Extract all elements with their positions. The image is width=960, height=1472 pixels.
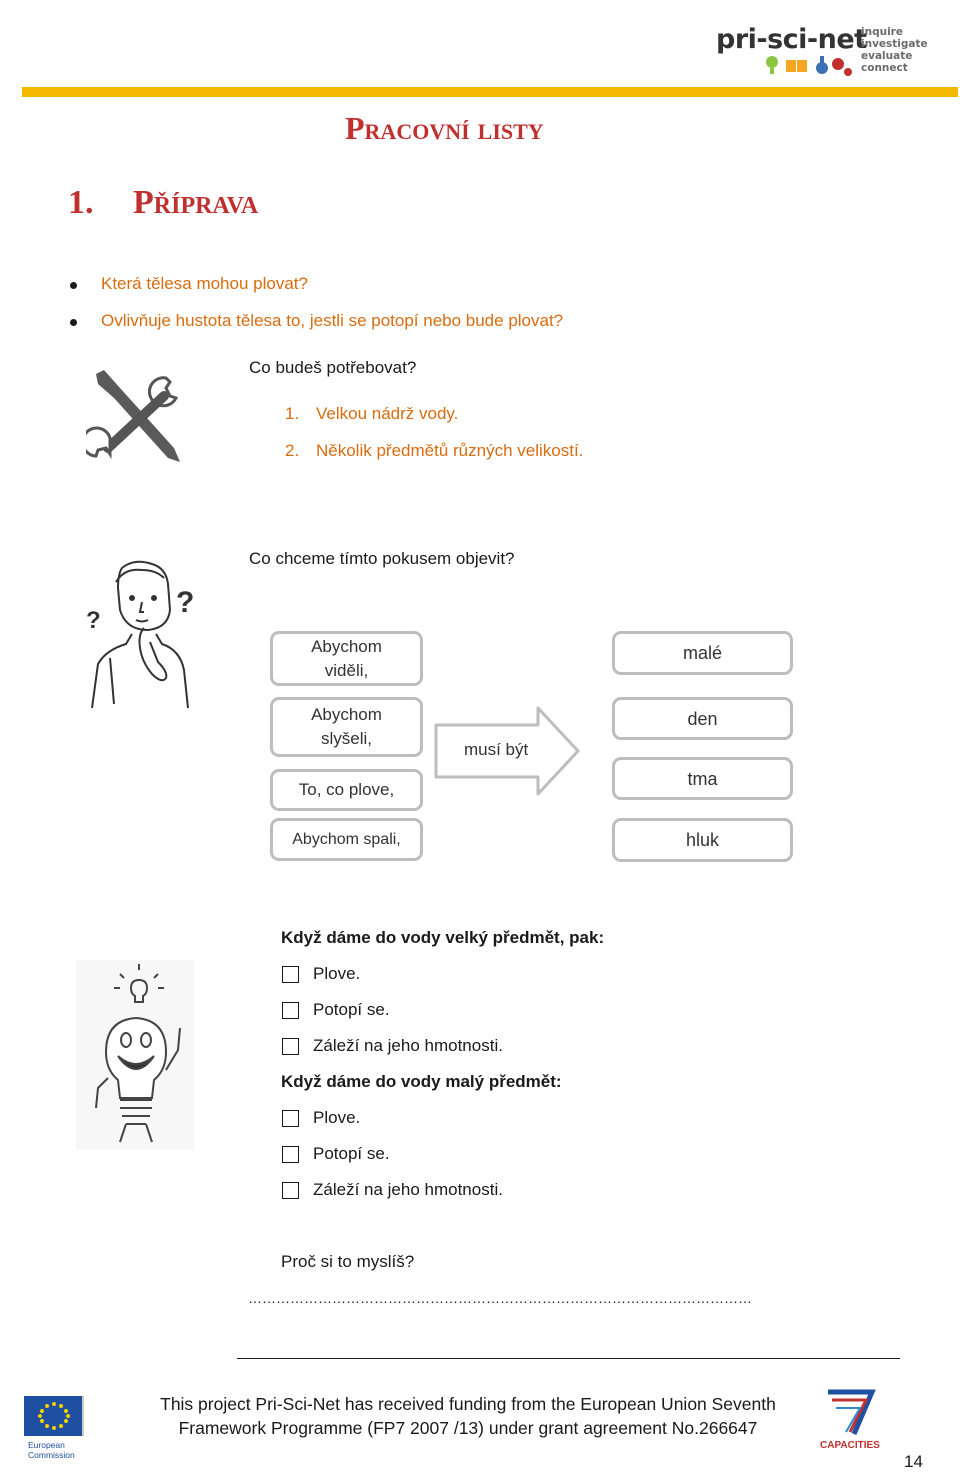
header-logo (716, 24, 926, 80)
q1-option-1-checkbox[interactable] (282, 966, 299, 983)
left-box-2: Abychom slyšeli, (270, 697, 423, 757)
logo-tagline-3: evaluate (861, 50, 913, 62)
quiz-question-1: Když dáme do vody velký předmět, pak: (281, 928, 605, 947)
fp7-capacities-logo (806, 1388, 898, 1458)
thinking-boy-icon (82, 558, 202, 710)
material-1-text: Velkou nádrž vody. (316, 404, 459, 423)
left-box-4: Abychom spali, (270, 818, 423, 861)
arrow-label: musí být (464, 740, 529, 759)
logo-text: pri-sci-net (716, 24, 867, 55)
question-2: Ovlivňuje hustota tělesa to, jestli se potopí nebo bude plovat? (101, 311, 564, 330)
q1-option-2-checkbox[interactable] (282, 1002, 299, 1019)
footer-line-2: Framework Programme (FP7 2007 /13) under grant agreement No.266647 (178, 1418, 758, 1438)
tools-icon (86, 368, 190, 468)
q2-option-2-label: Potopí se. (313, 1144, 390, 1163)
material-2-text: Několik předmětů různých velikostí. (316, 441, 584, 460)
lightbulb-icon (76, 960, 194, 1150)
document-title: Pracovní listy (345, 110, 544, 146)
right-box-2: den (612, 697, 793, 740)
bullet-1 (70, 282, 77, 289)
bullet-2 (70, 319, 77, 326)
logo-tagline (861, 26, 928, 74)
header-accent-bar (22, 87, 958, 97)
q1-option-1-label: Plove. (313, 964, 361, 983)
question-1: Která tělesa mohou plovat? (101, 274, 308, 293)
eu-label-2: Commission (28, 1450, 75, 1460)
material-2-number: 2. (285, 441, 300, 460)
footer-divider (237, 1358, 900, 1359)
q2-option-1-label: Plove. (313, 1108, 361, 1127)
q1-option-3-label: Záleží na jeho hmotnosti. (313, 1036, 503, 1055)
right-box-1: malé (612, 631, 793, 675)
right-box-3: tma (612, 757, 793, 800)
capacities-label: CAPACITIES (820, 1440, 880, 1451)
logo-tagline-2: investigate (861, 38, 928, 50)
logo-icons (764, 54, 864, 78)
q2-option-1-checkbox[interactable] (282, 1110, 299, 1127)
section-number: 1. (68, 184, 94, 221)
left-box-1: Abychom viděli, (270, 631, 423, 686)
svg-text:?: ? (86, 607, 101, 634)
answer-line[interactable]: ……………………………………………………………………………………………… (248, 1290, 752, 1306)
fp7-seven-icon (824, 1388, 876, 1438)
logo-tagline-4: connect (861, 62, 908, 74)
svg-text:?: ? (176, 586, 195, 619)
left-box-3: To, co plove, (270, 769, 423, 811)
material-1-number: 1. (285, 404, 300, 423)
q2-option-3-checkbox[interactable] (282, 1182, 299, 1199)
q2-option-2-checkbox[interactable] (282, 1146, 299, 1163)
footer-line-1: This project Pri-Sci-Net has received funding from the European Union Seventh (160, 1394, 776, 1414)
section-title: Příprava (133, 184, 259, 221)
materials-heading: Co budeš potřebovat? (249, 358, 417, 377)
eu-flag-icon (24, 1396, 84, 1436)
eu-label-1: European (28, 1440, 65, 1450)
q1-option-3-checkbox[interactable] (282, 1038, 299, 1055)
page-number: 14 (904, 1452, 923, 1471)
goal-heading: Co chceme tímto pokusem objevit? (249, 549, 515, 568)
why-question: Proč si to myslíš? (281, 1252, 415, 1271)
quiz-question-2: Když dáme do vody malý předmět: (281, 1072, 562, 1091)
q1-option-2-label: Potopí se. (313, 1000, 390, 1019)
eu-commission-logo (4, 1392, 120, 1466)
logo-tagline-1: inquire (861, 26, 903, 38)
right-box-4: hluk (612, 818, 793, 862)
q2-option-3-label: Záleží na jeho hmotnosti. (313, 1180, 503, 1199)
